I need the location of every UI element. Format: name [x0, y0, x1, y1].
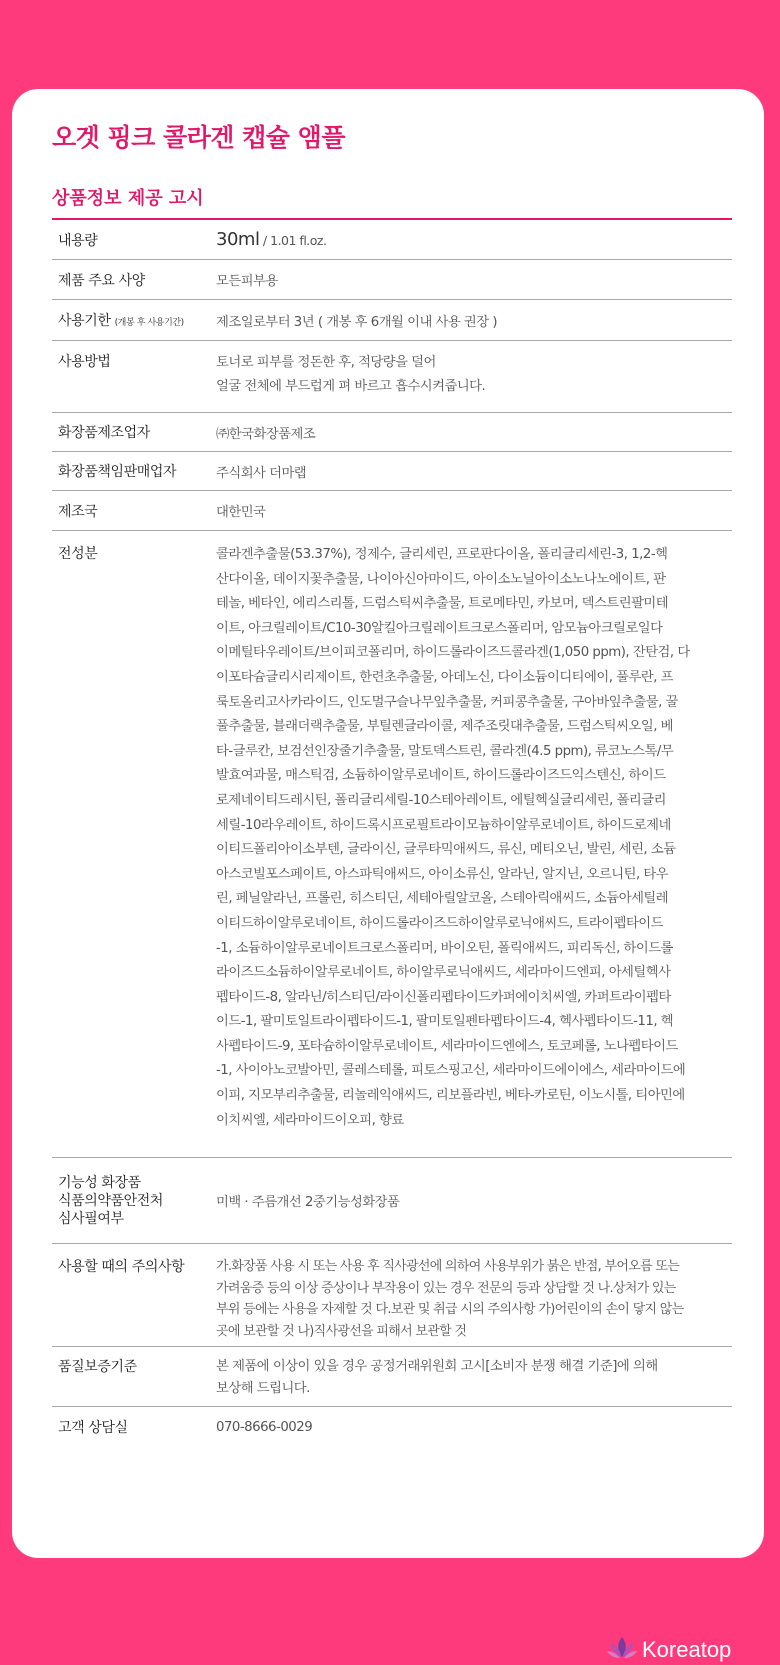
ingredient-line: 이티드하이알루로네이트, 하이드롤라이즈드하이알루로닉애씨드, 트라이펩타이드: [216, 915, 663, 931]
value-manufacturer: ㈜한국화장품제조: [216, 426, 316, 442]
row-seller: [52, 452, 732, 491]
ingredient-line: -1, 사이아노코발아민, 콜레스테롤, 피토스핑고신, 세라마이드에이에스, 세라마이드에: [216, 1063, 686, 1079]
value-quality: [216, 1356, 732, 1406]
ingredient-line: 이트, 아크릴레이트/C10-30알킬아크릴레이트크로스폴리머, 암모늄아크릴로일다: [216, 620, 663, 636]
section-title: 상품정보 제공 고시: [52, 188, 204, 209]
expiry-label-sub: (개봉 후 사용기간): [114, 318, 184, 328]
ingredient-line: 발효여과물, 매스틱검, 소듐하이알루로네이트, 하이드롤라이즈드익스텐신, 하이드: [216, 768, 666, 784]
value-functional: 미백 · 주름개선 2중기능성화장품: [216, 1195, 400, 1210]
ingredient-line: 아스코빌포스페이트, 아스파틱애씨드, 아이소류신, 알라닌, 알지닌, 오르니틴, 타우: [216, 866, 669, 882]
ingredient-line: 이드-1, 팔미토일트라이펩타이드-1, 팔미토일펜타펩타이드-4, 헥사펩타이드-11, 헥: [216, 1014, 674, 1030]
brand-logo: [606, 1635, 731, 1665]
usage-line: 토너로 피부를 정돈한 후, 적당량을 덜어: [216, 355, 436, 370]
volume-floz: / 1.01 fl.oz.: [259, 233, 327, 248]
functional-label-line: 식품의약품안전처: [58, 1192, 163, 1209]
row-spec: [52, 260, 732, 300]
ingredient-line: 이피, 지모부리추출물, 리놀레익애씨드, 리보플라빈, 베타-카로틴, 이노시톨, 티아민에: [216, 1088, 685, 1104]
caution-line: 가.화장품 사용 시 또는 사용 후 직사광선에 의하여 사용부위가 붉은 반점, 부어오름 또는: [216, 1259, 680, 1274]
value-expiry: 제조일로부터 3년 ( 개봉 후 6개월 이내 사용 권장 ): [216, 314, 498, 330]
caution-line: 부위 등에는 사용을 자제할 것 다.보관 및 취급 시의 주의사항 가)어린이의 손이 닿지 않는: [216, 1302, 684, 1317]
brand-name: Koreatop: [642, 1637, 732, 1662]
ingredient-line: 풀추출물, 블래더랙추출물, 부틸렌글라이콜, 제주조릿대추출물, 드럼스틱씨오일, 베: [216, 719, 673, 735]
value-contact: 070-8666-0029: [216, 1419, 313, 1435]
product-title: 오겟 핑크 콜라겐 캡슐 앰플: [52, 123, 345, 152]
label-volume: 내용량: [58, 232, 98, 249]
label-caution: 사용할 때의 주의사항: [58, 1259, 185, 1275]
label-seller: 화장품책임판매업자: [58, 464, 177, 480]
label-contact: 고객 상담실: [58, 1420, 128, 1436]
label-country: 제조국: [58, 503, 98, 520]
ingredient-line: 이치씨엘, 세라마이드이오피, 향료: [216, 1112, 404, 1128]
product-info-table: [52, 218, 732, 1447]
ingredient-line: 이포타슘글리시리제이트, 한련초추출물, 아데노신, 다이소듐이디티에이, 풀루란, 프: [216, 669, 673, 685]
row-usage: [52, 341, 732, 413]
ingredient-line: 세릴-10라우레이트, 하이드록시프로필트라이모늄하이알루로네이트, 하이드로제네: [216, 817, 671, 833]
ingredient-line: 사펩타이드-9, 포타슘하이알루로네이트, 세라마이드엔에스, 토코페롤, 노나펩타이드: [216, 1038, 678, 1054]
ingredient-line: 콜라겐추출물(53.37%), 정제수, 글리세린, 프로판다이올, 폴리글리세린-3, 1,2-헥: [216, 547, 668, 562]
ingredient-line: 펩타이드-8, 알라닌/히스티딘/라이신폴리펩타이드카퍼에이치씨엘, 카퍼트라이펩타: [216, 989, 671, 1005]
row-volume: [52, 220, 732, 260]
quality-line: 보상해 드립니다.: [216, 1381, 310, 1396]
caution-line: 곳에 보관할 것 나)직사광선을 피해서 보관할 것: [216, 1323, 467, 1339]
ingredient-line: 타-글루칸, 보검선인장줄기추출물, 말토덱스트린, 콜라겐(4.5 ppm), 류코노스톡/무: [216, 743, 674, 759]
label-expiry: [52, 310, 216, 330]
label-manufacturer: 화장품제조업자: [58, 425, 150, 441]
lotus-icon: [606, 1635, 638, 1665]
ingredient-line: 테놀, 베타인, 에리스리톨, 드럼스틱씨추출물, 트로메타민, 카보머, 덱스트린팔미테: [216, 596, 669, 612]
label-quality: 품질보증기준: [58, 1359, 137, 1375]
volume-ml: 30ml: [216, 229, 260, 250]
usage-line: 얼굴 전체에 부드럽게 펴 바르고 흡수시켜줍니다.: [216, 379, 486, 394]
value-usage: [216, 351, 732, 412]
ingredient-line: 라이즈드소듐하이알루로네이트, 하이알루로닉애씨드, 세라마이드엔피, 아세틸헥사: [216, 965, 671, 981]
expiry-label-main: 사용기한: [58, 313, 111, 329]
value-spec: 모든피부용: [216, 274, 278, 289]
row-country: [52, 491, 732, 531]
value-ingredients: [216, 543, 732, 1157]
functional-label-line: 기능성 화장품: [58, 1174, 141, 1191]
functional-label-line: 심사필여부: [58, 1210, 124, 1227]
label-usage: 사용방법: [58, 354, 111, 370]
ingredient-line: 산다이올, 데이지꽃추출물, 나이아신아마이드, 아이소노닐아이소노나노에이트, 판: [216, 571, 666, 587]
ingredient-line: 로제네이티드레시틴, 폴리글리세릴-10스테아레이트, 에틸헥실글리세린, 폴리글리: [216, 792, 666, 808]
label-functional: [52, 1174, 216, 1228]
ingredient-line: -1, 소듐하이알루로네이트크로스폴리머, 바이오틴, 폴릭애씨드, 피리독신, 하이드롤: [216, 940, 673, 956]
value-volume: [216, 229, 732, 250]
row-contact: [52, 1407, 732, 1447]
row-functional: [52, 1158, 732, 1244]
ingredient-line: 이티드폴리아이소부텐, 글라이신, 글루타믹애씨드, 류신, 메티오닌, 발린, 세린, 소듐: [216, 842, 676, 858]
row-ingredients: [52, 531, 732, 1158]
ingredient-line: 이메틸타우레이트/브이피코폴리머, 하이드롤라이즈드콜라겐(1,050 ppm), 잔탄검, 다: [216, 645, 690, 661]
row-caution: [52, 1244, 732, 1347]
value-country: 대한민국: [216, 505, 266, 520]
ingredient-line: 룩토올리고사카라이드, 인도멀구슬나무잎추출물, 커피콩추출물, 구아바잎추출물, 꿀: [216, 694, 678, 710]
value-seller: 주식회사 더마랩: [216, 465, 307, 481]
label-spec: 제품 주요 사양: [58, 272, 145, 289]
row-expiry: [52, 300, 732, 341]
row-manufacturer: [52, 413, 732, 452]
ingredient-line: 린, 페닐알라닌, 프롤린, 히스티딘, 세테아릴알코올, 스테아릭애씨드, 소듐아세틸레: [216, 891, 669, 907]
value-caution: [216, 1256, 732, 1346]
label-ingredients: 전성분: [58, 546, 98, 562]
caution-line: 가려움증 등의 이상 증상이나 부작용이 있는 경우 전문의 등과 상담할 것 나.상처가 있는: [216, 1280, 676, 1296]
row-quality: [52, 1347, 732, 1407]
quality-line: 본 제품에 이상이 있을 경우 공정거래위원회 고시[소비자 분쟁 해결 기준]에 의해: [216, 1359, 658, 1374]
